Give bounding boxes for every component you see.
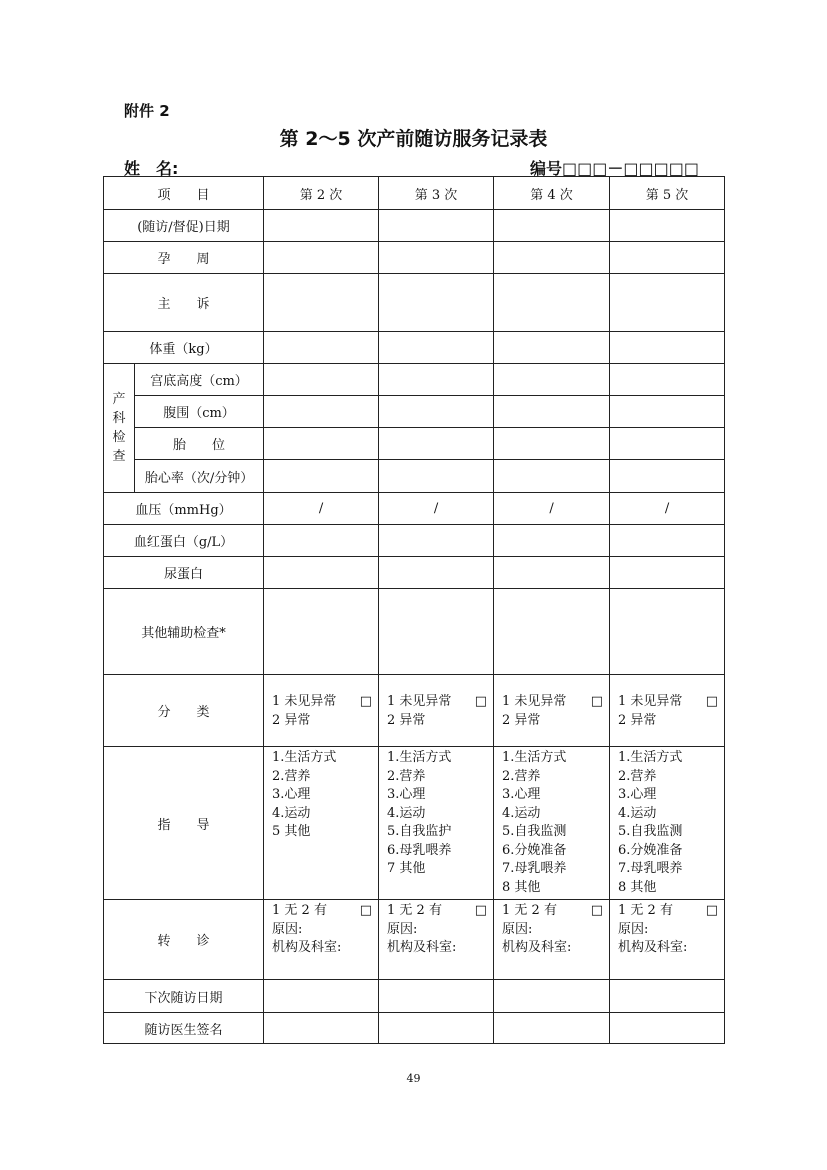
attachment-label: 附件 2 — [124, 102, 170, 120]
gest-week-visit-5[interactable] — [610, 242, 725, 274]
visit-2-header: 第 2 次 — [264, 177, 379, 210]
classification-visit-3 — [379, 675, 494, 747]
fundal-height-visit-5[interactable] — [610, 364, 725, 396]
row-date — [104, 210, 725, 242]
weight-visit-5[interactable] — [610, 332, 725, 364]
page-number: 49 — [406, 1072, 421, 1085]
row-urine-protein — [104, 557, 725, 589]
option-abnormal: 2 异常 — [618, 712, 657, 728]
guidance-option[interactable]: 3.心理 — [272, 787, 311, 802]
guidance-option[interactable]: 4.运动 — [618, 805, 657, 821]
row-label-other-exam: 其他辅助检查* — [104, 589, 264, 675]
row-complaint — [104, 274, 725, 332]
row-label-gest-week: 孕 周 — [104, 242, 264, 274]
row-label-doctor-signature: 随访医生签名 — [104, 1013, 264, 1044]
fundal-height-visit-3[interactable] — [379, 364, 494, 396]
checkbox-referral[interactable]: □ — [474, 903, 488, 918]
row-next-date — [104, 980, 725, 1013]
complaint-visit-4[interactable] — [494, 274, 610, 332]
obstetric-label-char: 查 — [112, 449, 126, 464]
guidance-option[interactable]: 2.营养 — [272, 768, 311, 784]
option-abnormal: 2 异常 — [387, 712, 426, 728]
guidance-option[interactable]: 8 其他 — [502, 879, 541, 895]
obstetric-label-char: 科 — [112, 411, 126, 426]
row-classification — [104, 675, 725, 747]
abdominal-circ-visit-4[interactable] — [494, 396, 610, 428]
date-visit-3[interactable] — [379, 210, 494, 242]
visit-5-header: 第 5 次 — [610, 177, 725, 210]
row-fetal-heart — [104, 460, 725, 493]
classification-visit-4 — [494, 675, 610, 747]
guidance-option[interactable]: 5.自我监测 — [618, 824, 683, 839]
date-visit-4[interactable] — [494, 210, 610, 242]
guidance-option[interactable]: 5.自我监测 — [502, 824, 567, 839]
row-label-date: (随访/督促)日期 — [104, 210, 264, 242]
guidance-option[interactable]: 3.心理 — [618, 787, 657, 802]
row-label-referral: 转 诊 — [104, 900, 264, 980]
guidance-visit-4 — [494, 747, 610, 900]
guidance-option[interactable]: 6.分娩准备 — [502, 842, 567, 858]
guidance-option[interactable]: 5.自我监护 — [387, 824, 452, 839]
row-label-fetal-heart: 胎心率（次/分钟） — [135, 460, 264, 493]
hemoglobin-visit-3[interactable] — [379, 525, 494, 557]
next-date-visit-4[interactable] — [494, 980, 610, 1013]
checkbox-classification[interactable]: □ — [590, 693, 604, 709]
fetal-position-visit-2[interactable] — [264, 428, 379, 460]
referral-institution[interactable]: 机构及科室: — [272, 940, 342, 955]
other-exam-visit-2[interactable] — [264, 589, 379, 675]
checkbox-referral[interactable]: □ — [359, 903, 373, 918]
next-date-visit-3[interactable] — [379, 980, 494, 1013]
option-normal: 1 未见异常 — [272, 693, 337, 709]
checkbox-referral[interactable]: □ — [590, 903, 604, 918]
guidance-option[interactable]: 7 其他 — [387, 861, 426, 876]
gest-week-visit-4[interactable] — [494, 242, 610, 274]
row-fundal-height — [104, 364, 725, 396]
fetal-position-visit-5[interactable] — [610, 428, 725, 460]
signature-visit-3[interactable] — [379, 1013, 494, 1044]
guidance-option[interactable]: 2.营养 — [387, 768, 426, 784]
record-number-label: 编号□□□－□□□□□ — [530, 159, 699, 178]
guidance-option[interactable]: 4.运动 — [502, 805, 541, 821]
guidance-option[interactable]: 1.生活方式 — [387, 750, 452, 765]
row-gest-week — [104, 242, 725, 274]
guidance-option[interactable]: 3.心理 — [387, 787, 426, 802]
row-label-weight: 体重（kg） — [104, 332, 264, 364]
row-label-hemoglobin: 血红蛋白（g/L） — [104, 525, 264, 557]
option-abnormal: 2 异常 — [502, 712, 541, 728]
checkbox-classification[interactable]: □ — [359, 693, 373, 709]
referral-options: 1 无 2 有 — [387, 903, 442, 918]
option-abnormal: 2 异常 — [272, 712, 311, 728]
hemoglobin-visit-2[interactable] — [264, 525, 379, 557]
abdominal-circ-visit-3[interactable] — [379, 396, 494, 428]
signature-visit-4[interactable] — [494, 1013, 610, 1044]
fetal-heart-visit-2[interactable] — [264, 460, 379, 493]
guidance-option[interactable]: 1.生活方式 — [502, 750, 567, 765]
guidance-option[interactable]: 6.母乳喂养 — [387, 842, 452, 858]
fundal-height-visit-2[interactable] — [264, 364, 379, 396]
bp-visit-3[interactable]: / — [379, 493, 494, 525]
row-label-guidance: 指 导 — [104, 747, 264, 900]
abdominal-circ-visit-2[interactable] — [264, 396, 379, 428]
referral-visit-2 — [264, 900, 379, 980]
classification-visit-2 — [264, 675, 379, 747]
referral-options: 1 无 2 有 — [502, 903, 557, 918]
guidance-option[interactable]: 4.运动 — [272, 805, 311, 821]
row-fetal-position — [104, 428, 725, 460]
guidance-option[interactable]: 7.母乳喂养 — [618, 861, 683, 876]
fundal-height-visit-4[interactable] — [494, 364, 610, 396]
hemoglobin-visit-4[interactable] — [494, 525, 610, 557]
fetal-position-visit-4[interactable] — [494, 428, 610, 460]
option-normal: 1 未见异常 — [502, 693, 567, 709]
row-label-urine-protein: 尿蛋白 — [104, 557, 264, 589]
guidance-option[interactable]: 1.生活方式 — [618, 750, 683, 765]
date-visit-2[interactable] — [264, 210, 379, 242]
gest-week-visit-3[interactable] — [379, 242, 494, 274]
weight-visit-2[interactable] — [264, 332, 379, 364]
signature-visit-5[interactable] — [610, 1013, 725, 1044]
referral-visit-3 — [379, 900, 494, 980]
guidance-option[interactable]: 3.心理 — [502, 787, 541, 802]
guidance-option[interactable]: 7.母乳喂养 — [502, 861, 567, 876]
complaint-visit-2[interactable] — [264, 274, 379, 332]
row-label-next-date: 下次随访日期 — [104, 980, 264, 1013]
guidance-option[interactable]: 2.营养 — [502, 768, 541, 784]
item-header: 项 目 — [104, 177, 264, 210]
row-guidance — [104, 747, 725, 900]
guidance-visit-3 — [379, 747, 494, 900]
visit-4-header: 第 4 次 — [494, 177, 610, 210]
referral-options: 1 无 2 有 — [272, 903, 327, 918]
other-exam-visit-5[interactable] — [610, 589, 725, 675]
guidance-option[interactable]: 6.分娩准备 — [618, 842, 683, 858]
option-normal: 1 未见异常 — [618, 693, 683, 709]
obstetric-exam-group-label — [104, 364, 135, 493]
visit-3-header: 第 3 次 — [379, 177, 494, 210]
guidance-option[interactable]: 5 其他 — [272, 824, 311, 839]
form-title: 第 2～5 次产前随访服务记录表 — [279, 128, 548, 150]
classification-visit-5 — [610, 675, 725, 747]
fetal-position-visit-3[interactable] — [379, 428, 494, 460]
urine-protein-visit-2[interactable] — [264, 557, 379, 589]
guidance-visit-5 — [610, 747, 725, 900]
row-other-exam — [104, 589, 725, 675]
prenatal-followup-table — [103, 176, 725, 1044]
referral-reason[interactable]: 原因: — [387, 921, 418, 937]
date-visit-5[interactable] — [610, 210, 725, 242]
weight-visit-3[interactable] — [379, 332, 494, 364]
complaint-visit-3[interactable] — [379, 274, 494, 332]
row-abdominal-circ — [104, 396, 725, 428]
row-doctor-signature — [104, 1013, 725, 1044]
obstetric-label-char: 检 — [112, 430, 126, 445]
complaint-visit-5[interactable] — [610, 274, 725, 332]
next-date-visit-5[interactable] — [610, 980, 725, 1013]
fetal-heart-visit-5[interactable] — [610, 460, 725, 493]
row-referral — [104, 900, 725, 980]
checkbox-classification[interactable]: □ — [474, 693, 488, 709]
row-label-fetal-position: 胎 位 — [135, 428, 264, 460]
row-weight — [104, 332, 725, 364]
referral-options: 1 无 2 有 — [618, 903, 673, 918]
referral-reason[interactable]: 原因: — [502, 921, 533, 937]
weight-visit-4[interactable] — [494, 332, 610, 364]
guidance-option[interactable]: 8 其他 — [618, 879, 657, 895]
referral-institution[interactable]: 机构及科室: — [618, 940, 688, 955]
header-row — [104, 177, 725, 210]
row-label-complaint: 主 诉 — [104, 274, 264, 332]
referral-institution[interactable]: 机构及科室: — [502, 940, 572, 955]
referral-institution[interactable]: 机构及科室: — [387, 940, 457, 955]
gest-week-visit-2[interactable] — [264, 242, 379, 274]
option-normal: 1 未见异常 — [387, 693, 452, 709]
urine-protein-visit-5[interactable] — [610, 557, 725, 589]
row-hemoglobin — [104, 525, 725, 557]
abdominal-circ-visit-5[interactable] — [610, 396, 725, 428]
guidance-option[interactable]: 4.运动 — [387, 805, 426, 821]
referral-reason[interactable]: 原因: — [618, 921, 649, 937]
checkbox-referral[interactable]: □ — [705, 903, 719, 918]
checkbox-classification[interactable]: □ — [705, 693, 719, 709]
guidance-visit-2 — [264, 747, 379, 900]
row-label-abdominal-circ: 腹围（cm） — [135, 396, 264, 428]
referral-visit-4 — [494, 900, 610, 980]
fetal-heart-visit-3[interactable] — [379, 460, 494, 493]
name-field-label: 姓 名: — [124, 159, 179, 178]
row-blood-pressure — [104, 493, 725, 525]
bp-visit-4[interactable]: / — [494, 493, 610, 525]
referral-visit-5 — [610, 900, 725, 980]
row-label-fundal-height: 宫底高度（cm） — [135, 364, 264, 396]
bp-visit-5[interactable]: / — [610, 493, 725, 525]
urine-protein-visit-3[interactable] — [379, 557, 494, 589]
other-exam-visit-4[interactable] — [494, 589, 610, 675]
urine-protein-visit-4[interactable] — [494, 557, 610, 589]
referral-reason[interactable]: 原因: — [272, 921, 303, 937]
next-date-visit-2[interactable] — [264, 980, 379, 1013]
guidance-option[interactable]: 2.营养 — [618, 768, 657, 784]
guidance-option[interactable]: 1.生活方式 — [272, 750, 337, 765]
signature-visit-2[interactable] — [264, 1013, 379, 1044]
row-label-blood-pressure: 血压（mmHg） — [104, 493, 264, 525]
other-exam-visit-3[interactable] — [379, 589, 494, 675]
obstetric-label-char: 产 — [112, 392, 126, 407]
hemoglobin-visit-5[interactable] — [610, 525, 725, 557]
fetal-heart-visit-4[interactable] — [494, 460, 610, 493]
row-label-classification: 分 类 — [104, 675, 264, 747]
bp-visit-2[interactable]: / — [264, 493, 379, 525]
